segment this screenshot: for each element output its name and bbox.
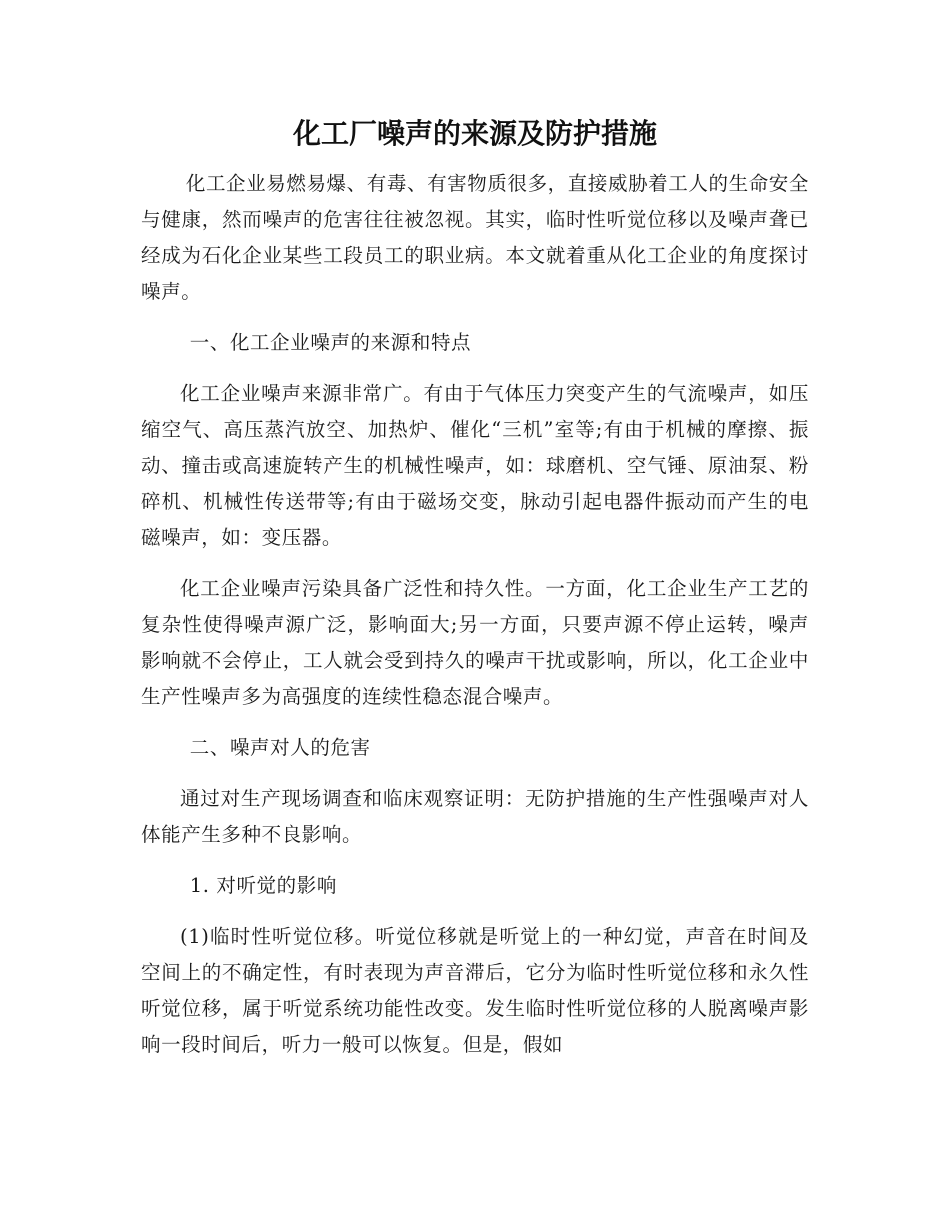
subsection-heading-1: 1. 对听觉的影响 xyxy=(189,874,337,897)
section-heading-2: 二、噪声对人的危害 xyxy=(189,736,371,759)
body-paragraph: 化工企业噪声污染具备广泛性和持久性。一方面，化工企业生产工艺的复杂性使得噪声源广泛，影响面大;另一方面，只要声源不停止运转，噪声影响就不会停止，工人就会受到持久的噪声干扰或影响，所以，化工企业中生产性噪声多为高强度的连续性稳态混合噪声。 xyxy=(141,577,809,708)
section-heading-1: 一、化工企业噪声的来源和特点 xyxy=(189,331,472,354)
document-title: 化工厂噪声的来源及防护措施 xyxy=(292,117,657,150)
body-paragraph: 通过对生产现场调查和临床观察证明：无防护措施的生产性强噪声对人体能产生多种不良影响。 xyxy=(141,787,809,846)
body-paragraph: (1)临时性听觉位移。听觉位移就是听觉上的一种幻觉，声音在时间及空间上的不确定性，有时表现为声音滞后，它分为临时性听觉位移和永久性听觉位移，属于听觉系统功能性改变。发生临时性听觉位移的人脱离噪声影响一段时间后，听力一般可以恢复。但是，假如 xyxy=(141,925,809,1056)
intro-paragraph: 化工企业易燃易爆、有毒、有害物质很多，直接威胁着工人的生命安全与健康，然而噪声的危害往往被忽视。其实，临时性听觉位移以及噪声聋已经成为石化企业某些工段员工的职业病。本文就着重从化工企业的角度探讨噪声。 xyxy=(141,172,809,303)
body-paragraph: 化工企业噪声来源非常广。有由于气体压力突变产生的气流噪声，如压缩空气、高压蒸汽放空、加热炉、催化“三机”室等;有由于机械的摩擦、振动、撞击或高速旋转产生的机械性噪声，如：球磨机、空气锤、原油泵、粉碎机、机械性传送带等;有由于磁场交变，脉动引起电器件振动而产生的电磁噪声，如：变压器。 xyxy=(141,382,809,549)
document-body xyxy=(141,166,809,1078)
